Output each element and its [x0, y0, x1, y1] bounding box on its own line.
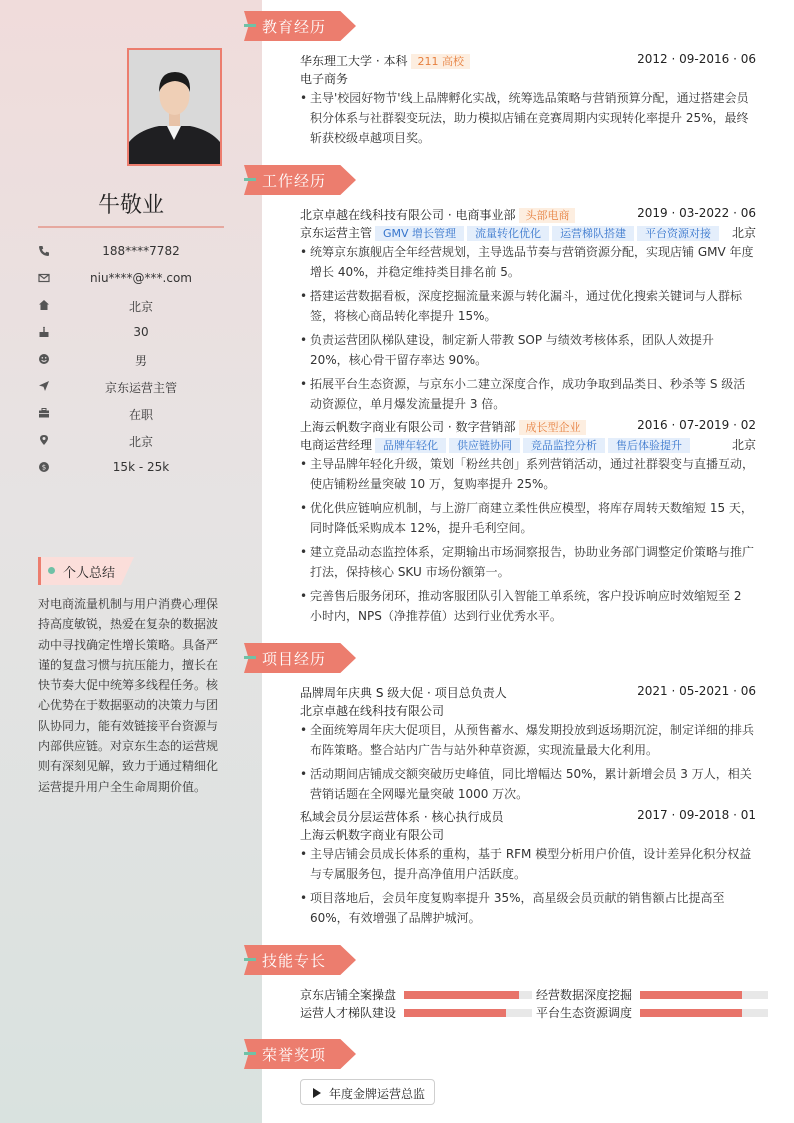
section-header-skills [244, 945, 356, 975]
company-badge: 成长型企业 [519, 420, 586, 435]
candidate-name: 牛敬业 [97, 193, 164, 218]
award-item [300, 1079, 435, 1105]
project-bullet: • 主导店铺会员成长体系的重构，基于 RFM 模型分析用户价值，设计差异化积分权益与专属服务包，提升高净值用户活跃度。 [300, 847, 752, 881]
education-period: 2012 · 09-2016 · 06 [637, 52, 756, 66]
info-status [38, 404, 224, 424]
project-bullet: • 项目落地后，会员年度复购率提升 35%，高星级会员贡献的销售额占比提高至 60%，有效增强了品牌护城河。 [300, 891, 725, 925]
section-header-education [244, 11, 356, 41]
education-major: 电子商务 [300, 72, 349, 86]
skill-item [536, 986, 768, 1002]
section-title: 技能专长 [262, 952, 327, 970]
info-target-city [38, 431, 224, 451]
school-badge: 211 高校 [411, 54, 470, 69]
location-value: 北京 [128, 300, 153, 314]
skill-name: 平台生态资源调度 [536, 1006, 633, 1020]
skill-tag: 竞品监控分析 [523, 438, 605, 453]
info-email [38, 269, 224, 289]
skill-tag: GMV 增长管理 [375, 226, 464, 241]
skill-item [300, 986, 532, 1002]
skill-bar-fill [640, 991, 742, 999]
section-header-awards [244, 1039, 356, 1069]
send-icon [38, 380, 50, 392]
work-role-line [300, 224, 756, 242]
work-bullet: • 优化供应链响应机制，与上游厂商建立柔性供应模型，将库存周转天数缩短 15 天，同时降低采购成本 12%，提升毛利空间。 [300, 501, 753, 535]
skill-tag: 品牌年轻化 [375, 438, 446, 453]
skill-bar [404, 1009, 532, 1017]
skill-bar [404, 991, 532, 999]
section-header-work [244, 165, 356, 195]
section-header-projects [244, 643, 356, 673]
company-badge: 头部电商 [519, 208, 575, 223]
job-role: 京东运营主管 [300, 226, 373, 240]
work-bullet: • 完善售后服务闭环，推动客服团队引入智能工单系统，客户投诉响应时效缩短至 2 小时内，NPS（净推荐值）达到行业优秀水平。 [300, 589, 742, 623]
work-city: 北京 [731, 438, 756, 452]
work-header [300, 206, 756, 224]
cake-icon [38, 326, 50, 338]
skill-tag: 平台资源对接 [637, 226, 719, 241]
info-salary [38, 458, 224, 478]
work-bullet: • 拓展平台生态资源，与京东小二建立深度合作，成功争取到品类日、秒杀等 S 级活动资源位，单月爆发流量提升 3 倍。 [300, 377, 746, 411]
work-header [300, 418, 756, 436]
education-bullet: • 主导'校园好物节'线上品牌孵化实战，统筹选品策略与营销预算分配，通过搭建会员积分体系与社群裂变玩法，助力模拟店铺在竞赛周期内实现转化率提升 25%，最终斩获校级卓越项目奖。 [300, 91, 749, 145]
target-city-value: 北京 [128, 435, 153, 449]
work-bullet: • 主导品牌年轻化升级，策划「粉丝共创」系列营销活动，通过社群裂变与直播互动，使店铺粉丝量突破 10 万，复购率提升 25%。 [300, 457, 755, 491]
company-name: 北京卓越在线科技有限公司 · 电商事业部 [300, 208, 516, 222]
work-period: 2016 · 07-2019 · 02 [637, 418, 756, 432]
briefcase-icon [38, 407, 50, 419]
project-header [300, 684, 756, 702]
job-role: 电商运营经理 [300, 438, 373, 452]
company-name: 上海云帆数字商业有限公司 · 数字营销部 [300, 420, 516, 434]
skill-name: 经营数据深度挖掘 [536, 988, 633, 1002]
info-target-position [38, 377, 224, 397]
project-title: 品牌周年庆典 S 级大促 · 项目总负责人 [300, 686, 507, 700]
email-icon [38, 272, 50, 284]
target-position-value: 京东运营主管 [104, 381, 177, 395]
work-period: 2019 · 03-2022 · 06 [637, 206, 756, 220]
skill-bar [640, 1009, 768, 1017]
status-value: 在职 [128, 408, 153, 422]
section-title: 教育经历 [262, 18, 327, 36]
svg-text:$: $ [41, 463, 47, 472]
work-bullet: • 搭建运营数据看板，深度挖掘流量来源与转化漏斗，通过优化搜索关键词与人群标签，将核心商品转化率提升 15%。 [300, 289, 743, 323]
school-name: 华东理工大学 · 本科 [300, 54, 408, 68]
phone-icon [38, 245, 50, 257]
project-period: 2017 · 09-2018 · 01 [637, 808, 756, 822]
skill-item [536, 1004, 768, 1020]
skill-bar-fill [404, 991, 519, 999]
skill-bar-fill [404, 1009, 506, 1017]
education-major-line [300, 70, 756, 88]
skill-name: 京东店铺全案操盘 [300, 988, 397, 1002]
work-bullet: • 建立竞品动态监控体系，定期输出市场洞察报告，协助业务部门调整定价策略与推广打法，保持核心 SKU 市场份额第一。 [300, 545, 755, 579]
award-name: 年度金牌运营总监 [329, 1087, 426, 1101]
skill-tag: 售后体验提升 [608, 438, 690, 453]
dot-icon [48, 567, 55, 574]
play-icon [313, 1088, 321, 1098]
skill-item [300, 1004, 532, 1020]
project-header [300, 808, 756, 826]
project-company: 上海云帆数字商业有限公司 [300, 828, 445, 842]
gender-value: 男 [134, 354, 147, 368]
skill-bar-fill [640, 1009, 742, 1017]
salary-value: 15k - 25k [112, 460, 170, 474]
phone-value: 188****7782 [102, 244, 180, 258]
summary-text: 对电商流量机制与用户消费心理保持高度敏锐，热爱在复杂的数据波动中寻找确定性增长策略。具备严谨的复盘习惯与抗压能力，擅长在快节奏大促中统筹多线程任务。核心优势在于数据驱动的决策力与团队协同力，能有效链接平台资源与内部供应链。对京东生态的运营规则有深刻见解，致力于通过精细化运营提升用户全生命周期价值。 [38, 597, 219, 794]
profile-photo [127, 48, 222, 166]
project-company-line [300, 702, 756, 720]
age-value: 30 [133, 325, 149, 339]
project-company-line [300, 826, 756, 844]
money-icon [38, 461, 50, 473]
email-value: niu****@***.com [90, 271, 192, 285]
info-phone [38, 242, 224, 262]
work-bullet: • 统筹京东旗舰店全年经营规划，主导选品节奏与营销资源分配，实现店铺 GMV 年度增长 40%，并稳定维持类目排名前 5。 [300, 245, 754, 279]
summary-title: 个人总结 [63, 566, 116, 581]
info-location [38, 296, 224, 316]
section-title: 项目经历 [262, 650, 327, 668]
skill-tag: 运营梯队搭建 [552, 226, 634, 241]
skill-bar [640, 991, 768, 999]
info-age [38, 323, 224, 343]
project-period: 2021 · 05-2021 · 06 [637, 684, 756, 698]
skill-tag: 供应链协同 [449, 438, 520, 453]
skill-tag: 流量转化优化 [467, 226, 549, 241]
summary-heading [38, 557, 134, 585]
work-city: 北京 [731, 226, 756, 240]
section-title: 荣誉奖项 [262, 1046, 327, 1064]
smiley-icon [38, 353, 50, 365]
education-header [300, 52, 756, 70]
project-bullet: • 全面统筹周年庆大促项目，从预售蓄水、爆发期投放到返场期沉淀，制定详细的排兵布阵策略。整合站内广告与站外种草资源，实现流量最大化利用。 [300, 723, 755, 757]
info-gender [38, 350, 224, 370]
project-title: 私域会员分层运营体系 · 核心执行成员 [300, 810, 504, 824]
location-pin-icon [38, 434, 50, 446]
project-company: 北京卓越在线科技有限公司 [300, 704, 445, 718]
work-role-line [300, 436, 756, 454]
name-underline [38, 226, 224, 228]
project-bullet: • 活动期间店铺成交额突破历史峰值，同比增幅达 50%，累计新增会员 3 万人，相关营销话题在全网曝光量突破 1000 万次。 [300, 767, 752, 801]
work-bullet: • 负责运营团队梯队建设，制定新人带教 SOP 与绩效考核体系，团队人效提升 20%，核心骨干留存率达 90%。 [300, 333, 714, 367]
home-icon [38, 299, 50, 311]
section-title: 工作经历 [262, 172, 327, 190]
skill-name: 运营人才梯队建设 [300, 1006, 397, 1020]
